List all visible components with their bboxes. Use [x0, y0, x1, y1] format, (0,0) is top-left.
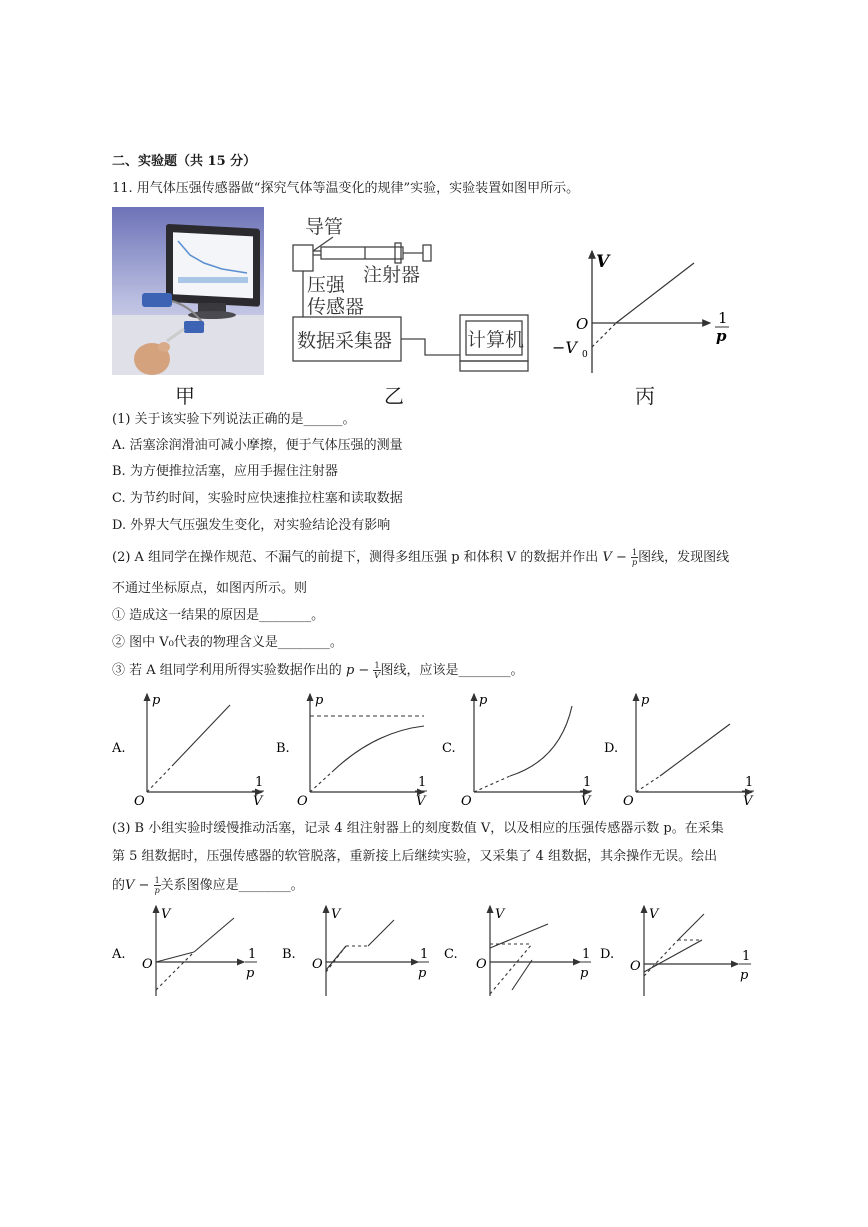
math-p: p [345, 663, 355, 678]
p3-a-axis-v: V [161, 907, 171, 922]
part2-line1-b: 图线，发现图线 [638, 550, 730, 565]
part3-line3-a: 的 [112, 878, 126, 893]
p3-c-axis-v: V [495, 907, 505, 922]
p3-letter-c: C. [444, 947, 458, 962]
p2-c-x-num: 1 [583, 775, 592, 790]
p2-d-axis-p: p [641, 693, 650, 708]
part3-option-graphs [112, 898, 762, 1000]
math-dash-3: − [134, 878, 154, 893]
tube-label: 导管 [305, 216, 344, 238]
part1-option-c: C. 为节约时间，实验时应快速推拉柱塞和读取数据 [112, 491, 403, 506]
p3-d-axis-v: V [649, 907, 659, 922]
part2-line2: 不通过坐标原点，如图丙所示。则 [112, 581, 308, 596]
p2-b-axis-p: p [315, 693, 324, 708]
part1-option-a: A. 活塞涂润滑油可减小摩擦，便于气体压强的测量 [112, 438, 403, 453]
p2-letter-d: D. [604, 741, 619, 756]
part2-line1 [112, 548, 729, 567]
caption-bing: 丙 [635, 384, 655, 408]
p2-c-axis-p: p [479, 693, 488, 708]
part1-prompt: (1) 关于该实验下列说法正确的是______。 [112, 412, 356, 427]
p3-b-axis-v: V [331, 907, 341, 922]
part2-q3-a: ③ 若 A 组同学利用所得实验数据作出的 [112, 663, 342, 678]
p3-b-origin: O [312, 957, 323, 972]
p3-d-origin: O [630, 959, 641, 974]
sensor-label-2: 传感器 [307, 296, 365, 318]
p2-a-axis-p: p [152, 693, 161, 708]
part1-option-b: B. 为方便推拉活塞，应用手握住注射器 [112, 464, 338, 479]
p2-letter-b: B. [276, 741, 290, 756]
x-denominator: p [716, 327, 727, 345]
p3-d-x-num: 1 [742, 949, 751, 964]
p2-a-x-den: V [253, 794, 263, 809]
option-b-graph [310, 694, 427, 792]
part2-q1: ① 造成这一结果的原因是________。 [112, 608, 325, 623]
axis-v-label: V [596, 252, 610, 272]
p3-letter-d: D. [600, 947, 615, 962]
p2-c-origin: O [461, 794, 472, 809]
part3-line3-b: 关系图像应是________。 [160, 878, 304, 893]
option-a-graph [147, 694, 262, 792]
minus-v0-label: −V [552, 338, 577, 357]
part3-line3 [112, 876, 304, 895]
part2-q3-b: 图线，应该是________。 [380, 663, 524, 678]
p2-b-x-den: V [416, 794, 426, 809]
graph-bing [548, 245, 738, 380]
apparatus-diagram [285, 207, 555, 397]
p3-c-x-num: 1 [582, 947, 591, 962]
p3-letter-a: A. [112, 947, 126, 962]
p2-a-origin: O [134, 794, 145, 809]
origin-label: O [576, 315, 589, 333]
p3-c-origin: O [476, 957, 487, 972]
caption-yi: 乙 [384, 384, 404, 408]
p2-c-x-den: V [581, 794, 591, 809]
sensor-label-1: 压强 [307, 274, 346, 296]
collector-label: 数据采集器 [297, 330, 393, 352]
p2-d-origin: O [623, 794, 634, 809]
frac-1-over-v: $\frac{1}{V}$ [374, 661, 380, 680]
part3-line2: 第 5 组数据时，压强传感器的软管脱落，重新接上后继续实验，又采集了 4 组数据，其余操作无误。绘出 [112, 849, 718, 864]
part2-q3 [112, 661, 524, 680]
part2-option-graphs [112, 688, 762, 810]
part2-q2: ② 图中 V₀代表的物理含义是________。 [112, 635, 343, 650]
caption-jia: 甲 [175, 384, 195, 408]
syringe-label: 注射器 [363, 264, 421, 286]
math-v-3: V [125, 878, 135, 893]
p3-b-x-num: 1 [420, 947, 429, 962]
p2-a-x-num: 1 [255, 775, 264, 790]
p3-a-x-den: p [246, 966, 255, 981]
p3-a-origin: O [142, 957, 153, 972]
part2-line1-a: (2) A 组同学在操作规范、不漏气的前提下，测得多组压强 p 和体积 V 的数据并作出 [112, 550, 599, 565]
x-numerator: 1 [718, 309, 728, 327]
photo-apparatus [112, 207, 264, 375]
option-d-graph [636, 694, 752, 792]
computer-label: 计算机 [467, 329, 525, 351]
p2-letter-c: C. [442, 741, 456, 756]
math-v: V [602, 550, 612, 565]
p2-letter-a: A. [112, 741, 126, 756]
p3-letter-b: B. [282, 947, 296, 962]
p2-d-x-den: V [743, 794, 753, 809]
part3-line1: (3) B 小组实验时缓慢推动活塞，记录 4 组注射器上的刻度数值 V，以及相应的压强传感器示数 p。在采集 [112, 821, 724, 836]
option-c-graph [474, 694, 590, 792]
p2-b-origin: O [297, 794, 308, 809]
p3-c-x-den: p [580, 966, 589, 981]
section-title: 二、实验题（共 15 分） [112, 154, 257, 169]
frac-1-over-p: $\frac{1}{p}$ [632, 548, 638, 567]
part1-option-d: D. 外界大气压强发生变化，对实验结论没有影响 [112, 518, 391, 533]
p3-b-x-den: p [418, 966, 427, 981]
p2-d-x-num: 1 [745, 775, 754, 790]
math-dash-2: − [354, 663, 374, 678]
frac-1-over-p-3: $\frac{1}{p}$ [154, 876, 160, 895]
v0-subscript: 0 [582, 350, 588, 360]
question-stem: 11. 用气体压强传感器做“探究气体等温变化的规律”实验，实验装置如图甲所示。 [112, 181, 580, 196]
p3-a-x-num: 1 [248, 947, 257, 962]
math-dash: − [611, 550, 632, 565]
p3-d-x-den: p [740, 968, 749, 983]
p2-b-x-num: 1 [418, 775, 427, 790]
